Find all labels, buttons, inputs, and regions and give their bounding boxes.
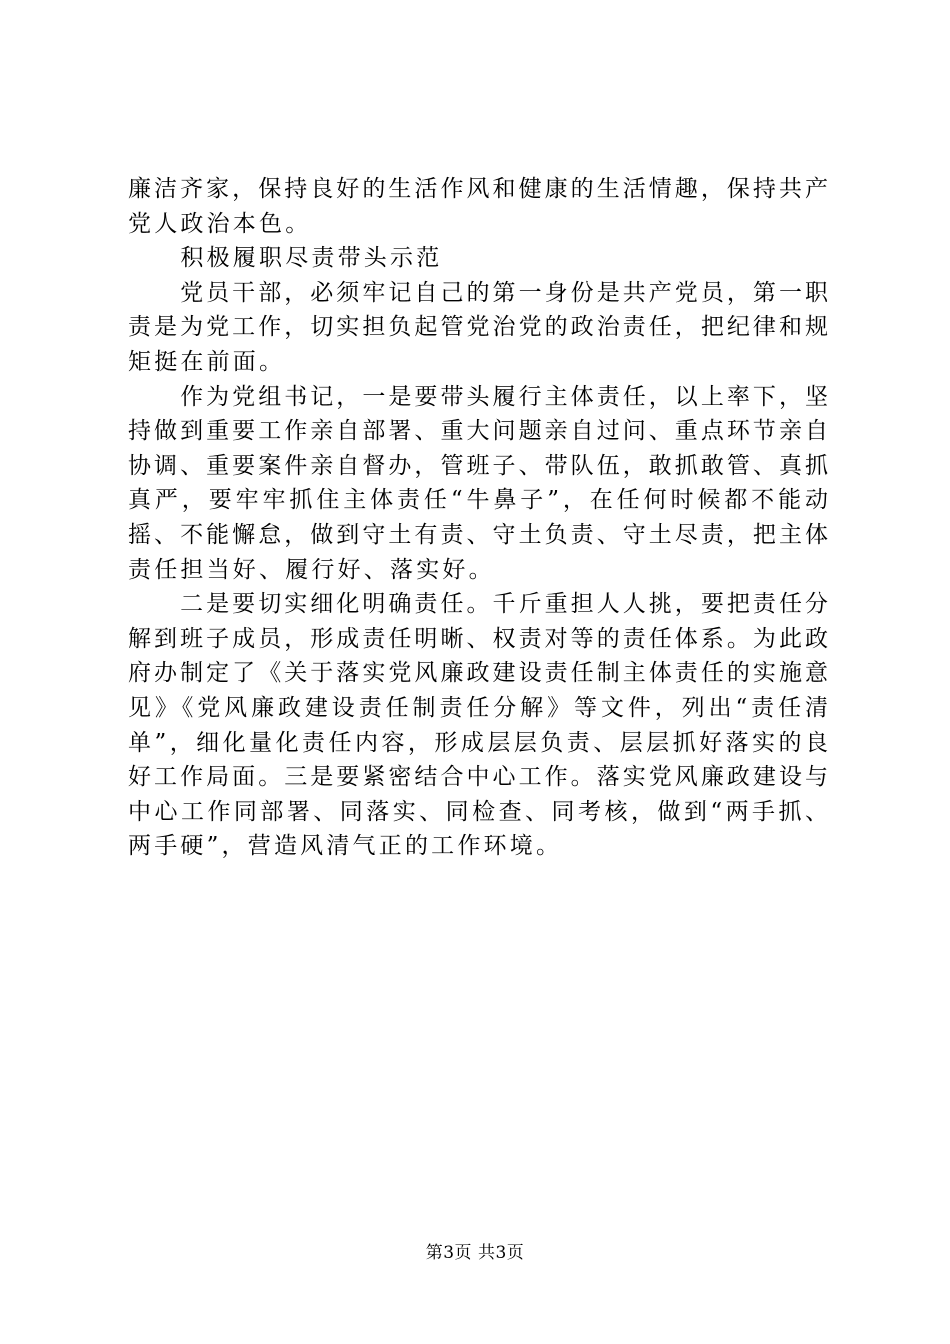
text-line: 责任担当好、履行好、落实好。: [128, 556, 495, 583]
text-line: 协调、重要案件亲自督办，管班子、带队伍，敢抓敢管、真抓: [128, 452, 828, 479]
text-line: 廉洁齐家，保持良好的生活作风和健康的生活情趣，保持共产: [128, 176, 828, 202]
text-line: 好工作局面。三是要紧密结合中心工作。落实党风廉政建设与: [128, 764, 828, 791]
text-line: 摇、不能懈怠，做到守土有责、守土负责、守土尽责，把主体: [128, 521, 828, 548]
text-line: 积极履职尽责带头示范: [128, 245, 443, 272]
text-line: 二是要切实细化明确责任。千斤重担人人挑，要把责任分: [128, 591, 828, 618]
text-line: 见》《党风廉政建设责任制责任分解》等文件，列出“责任清: [128, 694, 828, 721]
text-line: 府办制定了《关于落实党风廉政建设责任制主体责任的实施意: [128, 660, 828, 687]
text-line: 作为党组书记，一是要带头履行主体责任，以上率下，坚: [128, 383, 828, 410]
text-line: 两手硬”，营造风清气正的工作环境。: [128, 833, 563, 860]
text-line: 真严，要牢牢抓住主体责任“牛鼻子”，在任何时候都不能动: [128, 487, 828, 514]
text-line: 解到班子成员，形成责任明晰、权责对等的责任体系。为此政: [128, 625, 828, 652]
text-line: 单”，细化量化责任内容，形成层层负责、层层抓好落实的良: [128, 729, 828, 756]
text-line: 责是为党工作，切实担负起管党治党的政治责任，把纪律和规: [128, 314, 828, 341]
text-line: 矩挺在前面。: [128, 348, 286, 375]
document-body: [128, 172, 828, 864]
text-line: 党人政治本色。: [128, 210, 312, 237]
page-footer: 第3页 共3页: [425, 1243, 525, 1263]
text-line: 持做到重要工作亲自部署、重大问题亲自过问、重点环节亲自: [128, 418, 828, 445]
text-line: 党员干部，必须牢记自己的第一身份是共产党员，第一职: [128, 279, 828, 306]
text-line: 中心工作同部署、同落实、同检查、同考核，做到“两手抓、: [128, 798, 828, 825]
